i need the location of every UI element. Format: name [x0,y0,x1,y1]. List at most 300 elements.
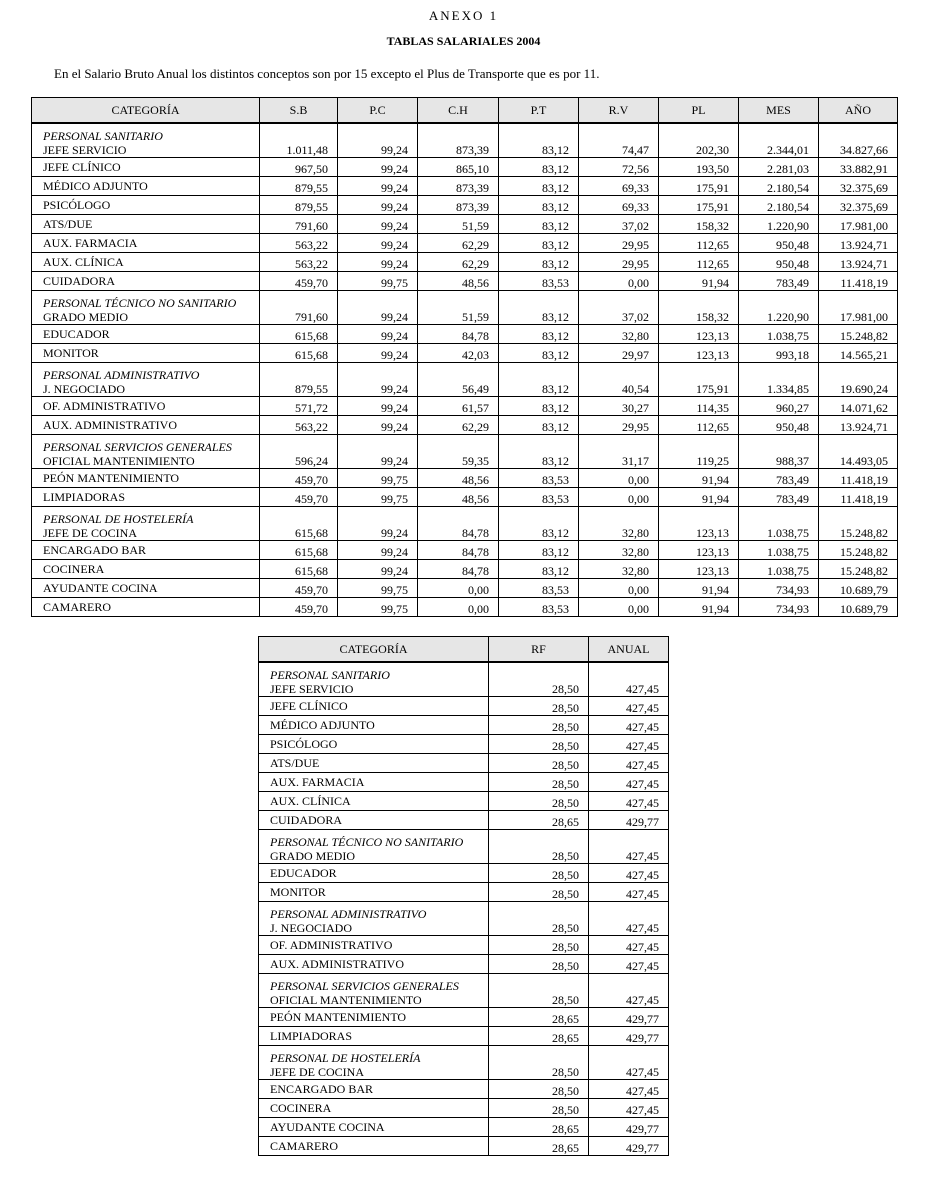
category-cell [259,936,489,955]
value-cell: 83,12 [499,560,579,579]
category-name: CAMARERO [43,600,112,614]
value-cell: 28,65 [489,1027,589,1046]
value-cell: 427,45 [589,974,669,1008]
column-header: P.C [338,98,418,124]
category-name: JEFE SERVICIO [43,143,127,157]
table-row [32,598,898,617]
category-name: LIMPIADORAS [270,1029,353,1043]
value-cell: 83,12 [499,363,579,397]
annex-heading: ANEXO 1 [428,8,499,23]
group-label: PERSONAL DE HOSTELERÍA [270,1051,421,1065]
value-cell: 13.924,71 [819,234,898,253]
value-cell: 28,50 [489,662,589,697]
salary-table [31,97,898,617]
column-header: P.T [499,98,579,124]
table-row [32,196,898,215]
value-cell: 28,50 [489,936,589,955]
value-cell: 83,53 [499,579,579,598]
value-cell: 83,12 [499,416,579,435]
value-cell: 427,45 [589,1099,669,1118]
value-cell: 427,45 [589,1046,669,1080]
table-row [259,974,669,1008]
category-cell [259,1099,489,1118]
value-cell: 99,24 [338,291,418,325]
category-name: MONITOR [270,885,326,899]
group-label: PERSONAL TÉCNICO NO SANITARIO [270,835,464,849]
category-name: PSICÓLOGO [270,737,338,751]
value-cell: 84,78 [418,507,499,541]
value-cell: 37,02 [579,215,659,234]
value-cell: 28,50 [489,792,589,811]
value-cell: 950,48 [739,416,819,435]
category-cell [259,811,489,830]
table-row [32,488,898,507]
value-cell: 69,33 [579,177,659,196]
table-row [32,363,898,397]
value-cell: 40,54 [579,363,659,397]
value-cell: 119,25 [659,435,739,469]
table-row [32,215,898,234]
value-cell: 427,45 [589,955,669,974]
value-cell: 459,70 [260,488,338,507]
value-cell: 0,00 [579,579,659,598]
category-cell [259,716,489,735]
category-name: AYUDANTE COCINA [43,581,158,595]
value-cell: 72,56 [579,158,659,177]
value-cell: 571,72 [260,397,338,416]
value-cell: 59,35 [418,435,499,469]
value-cell: 1.011,48 [260,123,338,158]
category-cell [259,1046,489,1080]
table-row [32,177,898,196]
value-cell: 112,65 [659,234,739,253]
value-cell: 84,78 [418,541,499,560]
value-cell: 17.981,00 [819,291,898,325]
value-cell: 873,39 [418,177,499,196]
value-cell: 28,65 [489,1137,589,1156]
group-label: PERSONAL TÉCNICO NO SANITARIO [43,296,237,310]
category-cell [259,1080,489,1099]
value-cell: 2.344,01 [739,123,819,158]
category-cell [32,196,260,215]
value-cell: 83,12 [499,325,579,344]
value-cell: 427,45 [589,830,669,864]
value-cell: 83,12 [499,177,579,196]
value-cell: 51,59 [418,215,499,234]
value-cell: 42,03 [418,344,499,363]
category-cell [32,541,260,560]
category-name: CUIDADORA [43,274,115,288]
value-cell: 32,80 [579,325,659,344]
category-cell [259,830,489,864]
category-cell [259,792,489,811]
category-cell [259,1027,489,1046]
value-cell: 459,70 [260,579,338,598]
category-cell [259,662,489,697]
table-row [32,272,898,291]
value-cell: 14.565,21 [819,344,898,363]
value-cell: 429,77 [589,1137,669,1156]
value-cell: 13.924,71 [819,416,898,435]
category-name: OFICIAL MANTENIMIENTO [43,454,195,468]
category-name: AUX. FARMACIA [43,236,138,250]
value-cell: 91,94 [659,579,739,598]
column-header: MES [739,98,819,124]
value-cell: 123,13 [659,344,739,363]
column-header: S.B [260,98,338,124]
category-name: PEÓN MANTENIMIENTO [270,1010,407,1024]
value-cell: 123,13 [659,507,739,541]
value-cell: 193,50 [659,158,739,177]
value-cell: 32.375,69 [819,177,898,196]
value-cell: 791,60 [260,291,338,325]
value-cell: 99,24 [338,416,418,435]
category-name: PSICÓLOGO [43,198,111,212]
value-cell: 32.375,69 [819,196,898,215]
value-cell: 123,13 [659,560,739,579]
value-cell: 14.493,05 [819,435,898,469]
value-cell: 99,24 [338,397,418,416]
category-cell [32,416,260,435]
value-cell: 83,53 [499,598,579,617]
value-cell: 123,13 [659,541,739,560]
value-cell: 56,49 [418,363,499,397]
value-cell: 14.071,62 [819,397,898,416]
value-cell: 83,12 [499,397,579,416]
intro-paragraph: En el Salario Bruto Anual los distintos conceptos son por 15 excepto el Plus de Transporte que es por 11. [54,66,600,81]
table-row [259,792,669,811]
category-cell [32,215,260,234]
value-cell: 10.689,79 [819,579,898,598]
value-cell: 960,27 [739,397,819,416]
category-name: LIMPIADORAS [43,490,126,504]
value-cell: 99,24 [338,158,418,177]
value-cell: 28,50 [489,830,589,864]
table-row [32,435,898,469]
table-row [259,1099,669,1118]
value-cell: 11.418,19 [819,469,898,488]
table-row [32,291,898,325]
value-cell: 2.180,54 [739,196,819,215]
table-row [259,697,669,716]
category-name: ENCARGADO BAR [270,1082,374,1096]
table-row [259,1080,669,1099]
category-cell [32,344,260,363]
value-cell: 83,12 [499,507,579,541]
value-cell: 83,12 [499,158,579,177]
category-name: OF. ADMINISTRATIVO [270,938,393,952]
value-cell: 91,94 [659,598,739,617]
value-cell: 783,49 [739,272,819,291]
group-label: PERSONAL SANITARIO [43,129,163,143]
value-cell: 48,56 [418,272,499,291]
value-cell: 0,00 [579,272,659,291]
category-name: CUIDADORA [270,813,342,827]
value-cell: 15.248,82 [819,560,898,579]
value-cell: 83,12 [499,291,579,325]
value-cell: 202,30 [659,123,739,158]
value-cell: 2.281,03 [739,158,819,177]
category-cell [259,974,489,1008]
value-cell: 33.882,91 [819,158,898,177]
category-name: MÉDICO ADJUNTO [270,718,375,732]
category-name: MONITOR [43,346,99,360]
category-cell [32,158,260,177]
value-cell: 83,53 [499,272,579,291]
value-cell: 83,12 [499,435,579,469]
value-cell: 99,75 [338,579,418,598]
column-header: R.V [579,98,659,124]
value-cell: 99,75 [338,598,418,617]
value-cell: 28,50 [489,716,589,735]
category-cell [32,363,260,397]
value-cell: 0,00 [418,579,499,598]
column-header: ANUAL [589,637,669,663]
table-row [259,955,669,974]
category-cell [32,598,260,617]
value-cell: 783,49 [739,469,819,488]
value-cell: 91,94 [659,469,739,488]
value-cell: 15.248,82 [819,507,898,541]
table-row [259,1046,669,1080]
value-cell: 427,45 [589,936,669,955]
value-cell: 1.334,85 [739,363,819,397]
category-name: CAMARERO [270,1139,339,1153]
category-cell [32,488,260,507]
category-cell [32,253,260,272]
value-cell: 28,50 [489,754,589,773]
value-cell: 61,57 [418,397,499,416]
table-row [32,253,898,272]
category-name: OF. ADMINISTRATIVO [43,399,166,413]
value-cell: 31,17 [579,435,659,469]
column-header: PL [659,98,739,124]
value-cell: 615,68 [260,344,338,363]
value-cell: 17.981,00 [819,215,898,234]
category-name: AYUDANTE COCINA [270,1120,385,1134]
value-cell: 34.827,66 [819,123,898,158]
category-cell [259,864,489,883]
value-cell: 83,12 [499,253,579,272]
value-cell: 112,65 [659,416,739,435]
value-cell: 427,45 [589,735,669,754]
value-cell: 175,91 [659,196,739,215]
value-cell: 175,91 [659,363,739,397]
value-cell: 74,47 [579,123,659,158]
value-cell: 1.038,75 [739,541,819,560]
category-cell [259,1008,489,1027]
value-cell: 950,48 [739,234,819,253]
value-cell: 10.689,79 [819,598,898,617]
value-cell: 19.690,24 [819,363,898,397]
category-cell [32,507,260,541]
value-cell: 427,45 [589,773,669,792]
table-row [32,560,898,579]
value-cell: 83,12 [499,234,579,253]
category-cell [32,272,260,291]
value-cell: 734,93 [739,579,819,598]
category-name: GRADO MEDIO [270,849,355,863]
value-cell: 28,50 [489,1080,589,1099]
value-cell: 615,68 [260,507,338,541]
table-row [32,469,898,488]
table-row [259,662,669,697]
value-cell: 99,24 [338,253,418,272]
value-cell: 28,50 [489,864,589,883]
value-cell: 429,77 [589,811,669,830]
value-cell: 13.924,71 [819,253,898,272]
table-row [32,123,898,158]
value-cell: 1.220,90 [739,291,819,325]
value-cell: 2.180,54 [739,177,819,196]
value-cell: 158,32 [659,215,739,234]
category-name: AUX. CLÍNICA [43,255,124,269]
category-cell [32,325,260,344]
category-cell [32,234,260,253]
category-cell [259,883,489,902]
value-cell: 734,93 [739,598,819,617]
value-cell: 28,50 [489,883,589,902]
value-cell: 91,94 [659,272,739,291]
category-name: MÉDICO ADJUNTO [43,179,148,193]
category-cell [32,177,260,196]
table-row [32,344,898,363]
value-cell: 99,24 [338,507,418,541]
page-title: TABLAS SALARIALES 2004 [386,34,541,48]
value-cell: 51,59 [418,291,499,325]
group-label: PERSONAL ADMINISTRATIVO [270,907,427,921]
category-name: AUX. CLÍNICA [270,794,351,808]
group-label: PERSONAL SERVICIOS GENERALES [43,440,232,454]
value-cell: 429,77 [589,1027,669,1046]
value-cell: 427,45 [589,792,669,811]
table-row [259,773,669,792]
value-cell: 114,35 [659,397,739,416]
value-cell: 459,70 [260,272,338,291]
value-cell: 175,91 [659,177,739,196]
category-cell [259,1118,489,1137]
column-header: CATEGORÍA [32,98,260,124]
value-cell: 615,68 [260,541,338,560]
category-name: AUX. ADMINISTRATIVO [43,418,177,432]
category-cell [32,469,260,488]
value-cell: 11.418,19 [819,488,898,507]
value-cell: 99,24 [338,435,418,469]
value-cell: 83,12 [499,123,579,158]
value-cell: 429,77 [589,1008,669,1027]
column-header: RF [489,637,589,663]
value-cell: 28,50 [489,735,589,754]
table-row [259,1137,669,1156]
category-name: COCINERA [270,1101,332,1115]
table-row [259,754,669,773]
column-header: CATEGORÍA [259,637,489,663]
category-name: JEFE CLÍNICO [43,160,121,174]
category-name: EDUCADOR [270,866,337,880]
value-cell: 28,50 [489,974,589,1008]
value-cell: 28,50 [489,1046,589,1080]
value-cell: 879,55 [260,363,338,397]
category-cell [32,397,260,416]
category-name: COCINERA [43,562,105,576]
value-cell: 967,50 [260,158,338,177]
table-row [259,883,669,902]
category-name: GRADO MEDIO [43,310,128,324]
value-cell: 988,37 [739,435,819,469]
value-cell: 865,10 [418,158,499,177]
value-cell: 427,45 [589,1080,669,1099]
value-cell: 459,70 [260,469,338,488]
transport-table [258,636,669,1156]
table-row [32,579,898,598]
value-cell: 48,56 [418,488,499,507]
value-cell: 28,65 [489,811,589,830]
group-label: PERSONAL SANITARIO [270,668,390,682]
value-cell: 459,70 [260,598,338,617]
value-cell: 873,39 [418,123,499,158]
value-cell: 99,24 [338,363,418,397]
value-cell: 32,80 [579,541,659,560]
value-cell: 615,68 [260,560,338,579]
group-label: PERSONAL ADMINISTRATIVO [43,368,200,382]
table-row [259,936,669,955]
value-cell: 427,45 [589,662,669,697]
table-row [32,234,898,253]
value-cell: 99,24 [338,541,418,560]
table-row [259,1008,669,1027]
value-cell: 99,24 [338,325,418,344]
value-cell: 993,18 [739,344,819,363]
category-name: PEÓN MANTENIMIENTO [43,471,180,485]
value-cell: 563,22 [260,253,338,272]
value-cell: 28,50 [489,1099,589,1118]
value-cell: 28,50 [489,902,589,936]
category-name: EDUCADOR [43,327,110,341]
group-label: PERSONAL SERVICIOS GENERALES [270,979,459,993]
category-name: JEFE DE COCINA [43,526,138,540]
value-cell: 427,45 [589,754,669,773]
value-cell: 83,12 [499,344,579,363]
table-row [259,902,669,936]
value-cell: 0,00 [579,469,659,488]
table-row [32,416,898,435]
value-cell: 83,12 [499,215,579,234]
category-name: OFICIAL MANTENIMIENTO [270,993,422,1007]
value-cell: 783,49 [739,488,819,507]
table-row [259,1027,669,1046]
value-cell: 83,53 [499,488,579,507]
value-cell: 99,75 [338,469,418,488]
value-cell: 99,24 [338,196,418,215]
category-cell [259,773,489,792]
value-cell: 84,78 [418,560,499,579]
value-cell: 28,65 [489,1008,589,1027]
value-cell: 84,78 [418,325,499,344]
group-label: PERSONAL DE HOSTELERÍA [43,512,194,526]
value-cell: 112,65 [659,253,739,272]
value-cell: 62,29 [418,416,499,435]
value-cell: 62,29 [418,234,499,253]
value-cell: 28,65 [489,1118,589,1137]
value-cell: 123,13 [659,325,739,344]
category-name: JEFE SERVICIO [270,682,354,696]
category-cell [259,902,489,936]
value-cell: 563,22 [260,416,338,435]
value-cell: 1.038,75 [739,507,819,541]
value-cell: 29,97 [579,344,659,363]
value-cell: 873,39 [418,196,499,215]
value-cell: 158,32 [659,291,739,325]
